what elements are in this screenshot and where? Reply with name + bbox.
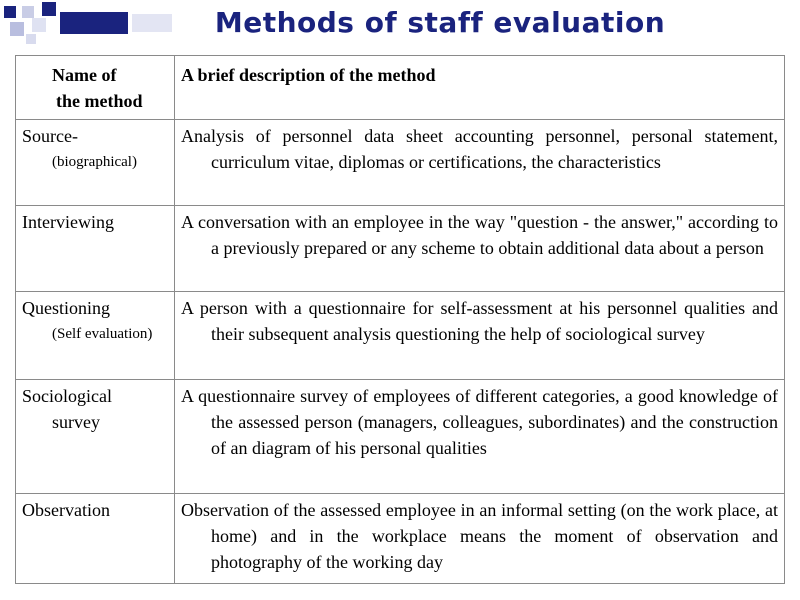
method-description: A person with a questionnaire for self-assessment at his personnel qualities and their subsequent analysis questioning the help of sociological survey [175,292,785,380]
methods-table [15,55,785,584]
method-name: Source- [22,126,78,146]
mosaic-square [26,34,36,44]
method-name: Observation [22,500,110,520]
method-name-sub: (biographical) [52,154,137,170]
method-name-cell [16,206,175,292]
method-description: Observation of the assessed employee in an informal setting (on the work place, at home) and in the workplace means the moment of observation and photography of the working day [175,494,785,584]
method-name-cell [16,380,175,494]
method-name-sub: (Self evaluation) [52,326,153,342]
table-row [16,380,785,494]
method-name-cell [16,292,175,380]
header-description: A brief description of the method [175,56,785,120]
table-row [16,494,785,584]
mosaic-square [22,6,34,18]
table-row [16,292,785,380]
mosaic-square [10,22,24,36]
method-name-sub: survey [52,412,100,432]
table-row [16,206,785,292]
method-name-cell [16,120,175,206]
method-name: Questioning [22,298,110,318]
mosaic-square [4,6,16,18]
method-name: Interviewing [22,212,114,232]
table-header-row [16,56,785,120]
slide-title: Methods of staff evaluation [214,6,666,39]
method-description: A questionnaire survey of employees of different categories, a good knowledge of the assessed person (managers, colleagues, subordinates) and the construction of an diagram of his personal qualities [175,380,785,494]
method-description: A conversation with an employee in the way "question - the answer," according to a previously prepared or any scheme to obtain additional data about a person [175,206,785,292]
header-method-name [16,56,175,120]
method-name-cell [16,494,175,584]
header-name-line1: Name of [52,65,117,85]
mosaic-square [60,12,128,34]
method-name: Sociological [22,386,112,406]
method-description: Analysis of personnel data sheet accounting personnel, personal statement, curriculum vitae, diplomas or certifications, the characteristics [175,120,785,206]
header-name-line2: the method [56,91,143,111]
mosaic-square [32,18,46,32]
table-row [16,120,785,206]
mosaic-square [42,2,56,16]
